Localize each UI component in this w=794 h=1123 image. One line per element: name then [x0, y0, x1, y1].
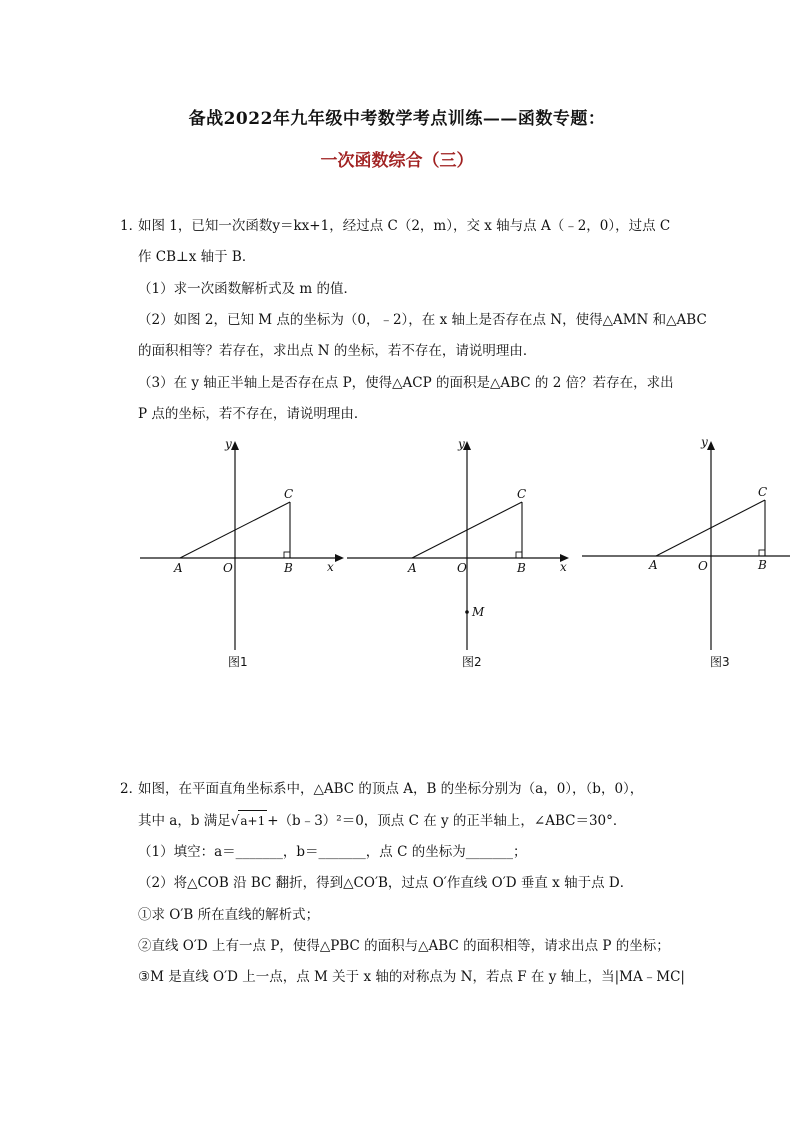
point-b-label: B [284, 561, 293, 575]
point-c-label: C [758, 485, 768, 499]
q1-line: （1）求一次函数解析式及 m 的值． [138, 281, 357, 297]
x-axis-label: x [327, 560, 334, 574]
q1-line: 如图 1，已知一次函数y＝kx+1，经过点 C（2，m），交 x 轴与点 A（﹣2，0），过点 C [138, 218, 671, 234]
sqrt-radicand: a+1 [238, 810, 267, 831]
origin-label: O [698, 559, 708, 573]
q1-line: P 点的坐标，若不存在，请说明理由． [138, 406, 368, 422]
q2-line: （2）将△COB 沿 BC 翻折，得到△CO′B，过点 O′作直线 O′D 垂直 x 轴于点 D． [138, 875, 634, 891]
page-title: 备战2022年九年级中考数学考点训练——函数专题： [188, 109, 606, 129]
q2-line: ③M 是直线 O′D 上一点，点 M 关于 x 轴的对称点为 N，若点 F 在 y 轴上，当|MA﹣MC| [138, 969, 685, 985]
point-b-label: B [758, 558, 767, 572]
q2-line: （1）填空：a＝_______，b＝_______，点 C 的坐标为_______； [138, 844, 527, 860]
x-axis-label: x [560, 560, 567, 574]
q2-line2-pre: 其中 a，b 满足 [138, 813, 231, 829]
q2-line: 如图，在平面直角坐标系中，△ABC 的顶点 A，B 的坐标分别为（a，0），（b，0）， [138, 781, 644, 797]
point-a-label: A [408, 561, 417, 575]
figure-caption: 图3 [710, 655, 730, 669]
y-axis-label: y [701, 435, 708, 449]
point-c-label: C [284, 487, 294, 501]
point-a-label: A [174, 561, 183, 575]
q1-line: 的面积相等？若存在，求出点 N 的坐标，若不存在，请说明理由． [138, 343, 537, 359]
question-number: 1． [120, 218, 143, 234]
q1-line: （3）在 y 轴正半轴上是否存在点 P，使得△ACP 的面积是△ABC 的 2 倍？若存在，求出 [138, 375, 674, 391]
figure-3 [570, 430, 790, 680]
q1-line: （2）如图 2，已知 M 点的坐标为（0，﹣2），在 x 轴上是否存在点 N，使得△AMN 和△ABC [138, 312, 707, 328]
figure-2 [362, 430, 582, 680]
q2-line: ①求 O′B 所在直线的解析式； [138, 907, 320, 923]
origin-label: O [457, 561, 467, 575]
y-axis-label: y [458, 437, 465, 451]
q1-line: 作 CB⊥x 轴于 B． [138, 249, 256, 265]
y-axis-label: y [225, 437, 232, 451]
q2-line: ②直线 O′D 上有一点 P，使得△PBC 的面积与△ABC 的面积相等，请求出点 P 的坐标； [138, 938, 670, 954]
point-a-label: A [649, 558, 658, 572]
q2-line-with-sqrt [138, 810, 626, 831]
point-m-label: M [472, 605, 485, 619]
page-subtitle: 一次函数综合（三） [320, 151, 474, 171]
figure-1 [130, 430, 350, 680]
point-c-label: C [517, 487, 527, 501]
sqrt-sign: √ [230, 813, 240, 829]
figure-caption: 图2 [462, 655, 482, 669]
question-number: 2． [120, 781, 143, 797]
origin-label: O [223, 561, 233, 575]
point-b-label: B [517, 561, 526, 575]
q2-line2-post: +（b﹣3）²＝0，顶点 C 在 y 的正半轴上，∠ABC＝30°． [267, 813, 627, 829]
figure-caption: 图1 [228, 655, 248, 669]
